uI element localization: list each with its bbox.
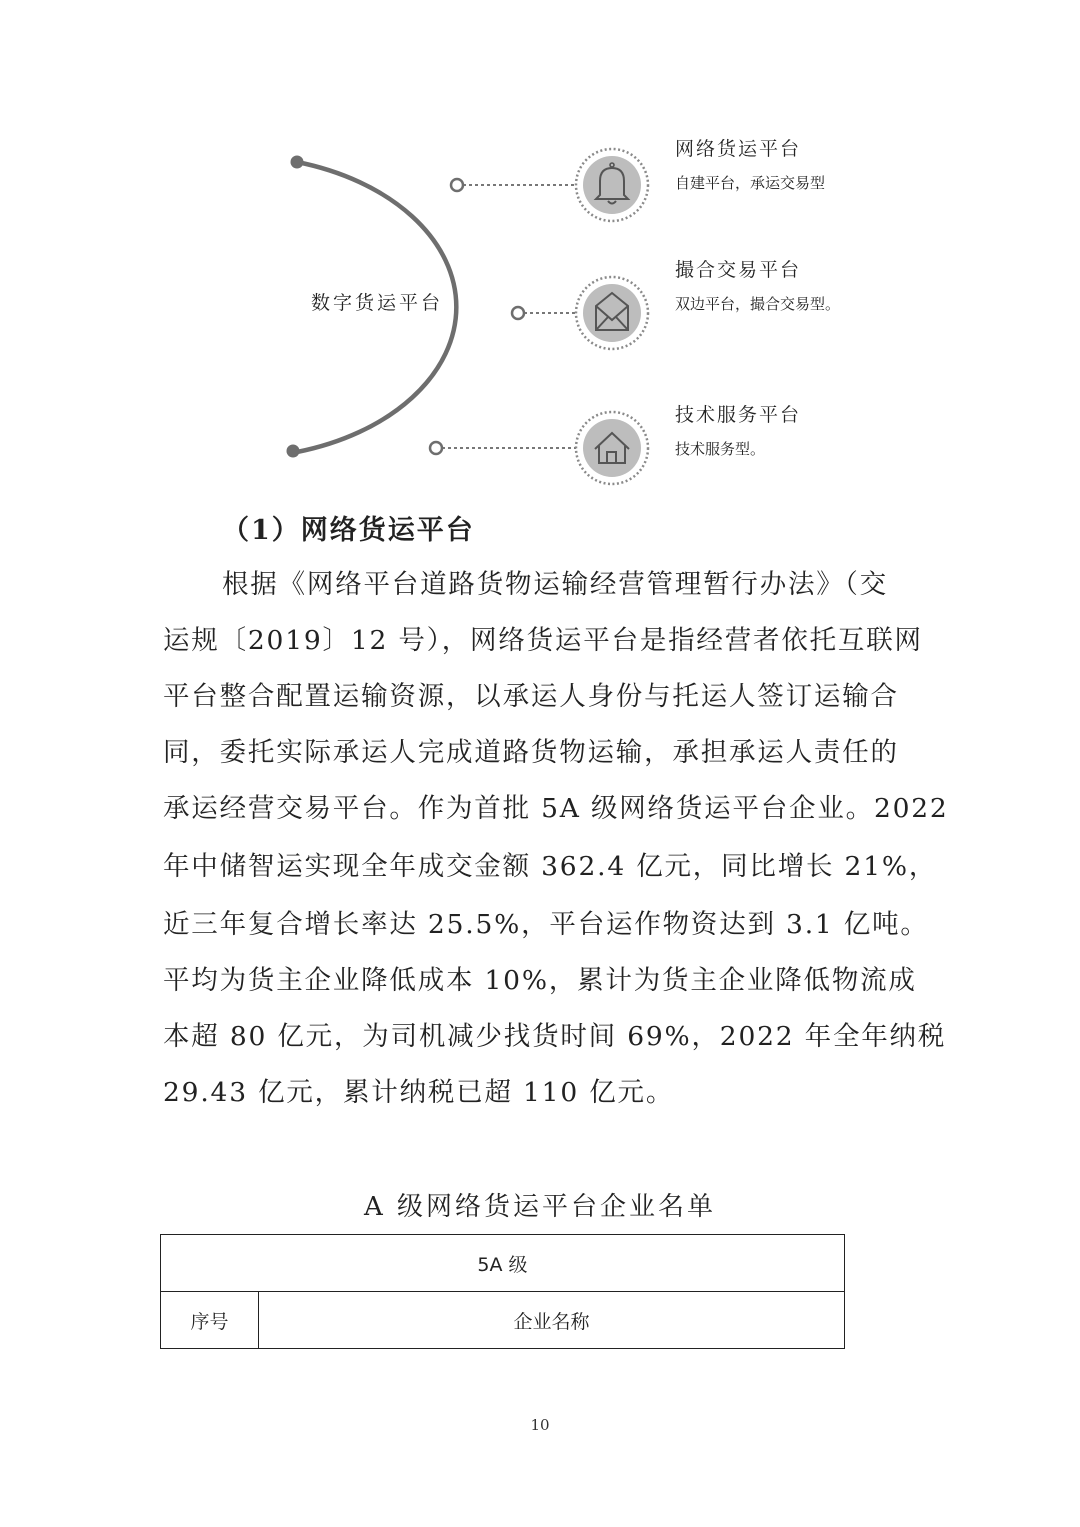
item-1-title: 网络货运平台 (675, 138, 802, 160)
table-header-row (161, 1292, 845, 1349)
paragraph-line-7: 近三年复合增长率达 25.5%，平台运作物资达到 3.1 亿吨。 (163, 909, 929, 940)
section-title: （1）网络货运平台 (222, 515, 475, 546)
item-3-desc: 技术服务型。 (675, 440, 766, 458)
arc-end-dot-bottom (287, 445, 300, 458)
page-number: 10 (530, 1416, 550, 1434)
table-caption: A 级网络货运平台企业名单 (363, 1192, 717, 1222)
table-header-index: 序号 (161, 1292, 259, 1349)
envelope-icon (576, 277, 648, 349)
paragraph-line-4: 同，委托实际承运人完成道路货物运输，承担承运人责任的 (163, 737, 899, 768)
paragraph-line-5: 承运经营交易平台。作为首批 5A 级网络货运平台企业。2022 (163, 793, 949, 824)
diagram-center-label: 数字货运平台 (310, 292, 444, 314)
connector-node-1 (451, 179, 463, 191)
table-level-cell: 5A 级 (161, 1235, 845, 1292)
item-2-desc: 双边平台，撮合交易型。 (675, 295, 841, 313)
table-level-row (161, 1235, 845, 1292)
paragraph-line-6: 年中储智运实现全年成交金额 362.4 亿元，同比增长 21%， (163, 851, 938, 882)
paragraph-line-1: 根据《网络平台道路货物运输经营管理暂行办法》（交 (222, 569, 888, 600)
paragraph-line-2: 运规〔2019〕12 号），网络货运平台是指经营者依托互联网 (163, 625, 923, 656)
bell-icon (576, 149, 648, 221)
paragraph-line-9: 本超 80 亿元，为司机减少找货时间 69%，2022 年全年纳税 (163, 1021, 947, 1052)
digital-freight-diagram (0, 0, 1080, 500)
connector-node-3 (430, 442, 442, 454)
paragraph-line-8: 平均为货主企业降低成本 10%，累计为货主企业降低物流成 (163, 965, 917, 996)
arc-end-dot-top (291, 156, 304, 169)
paragraph-line-3: 平台整合配置运输资源，以承运人身份与托运人签订运输合 (163, 681, 899, 712)
paragraph-line-10: 29.43 亿元，累计纳税已超 110 亿元。 (163, 1077, 675, 1108)
connector-node-2 (512, 307, 524, 319)
house-icon (576, 412, 648, 484)
item-2-title: 撮合交易平台 (675, 259, 802, 281)
item-1-desc: 自建平台，承运交易型 (675, 174, 826, 192)
item-3-title: 技术服务平台 (675, 404, 802, 426)
company-list-table (160, 1234, 845, 1349)
table-header-name: 企业名称 (259, 1292, 845, 1349)
